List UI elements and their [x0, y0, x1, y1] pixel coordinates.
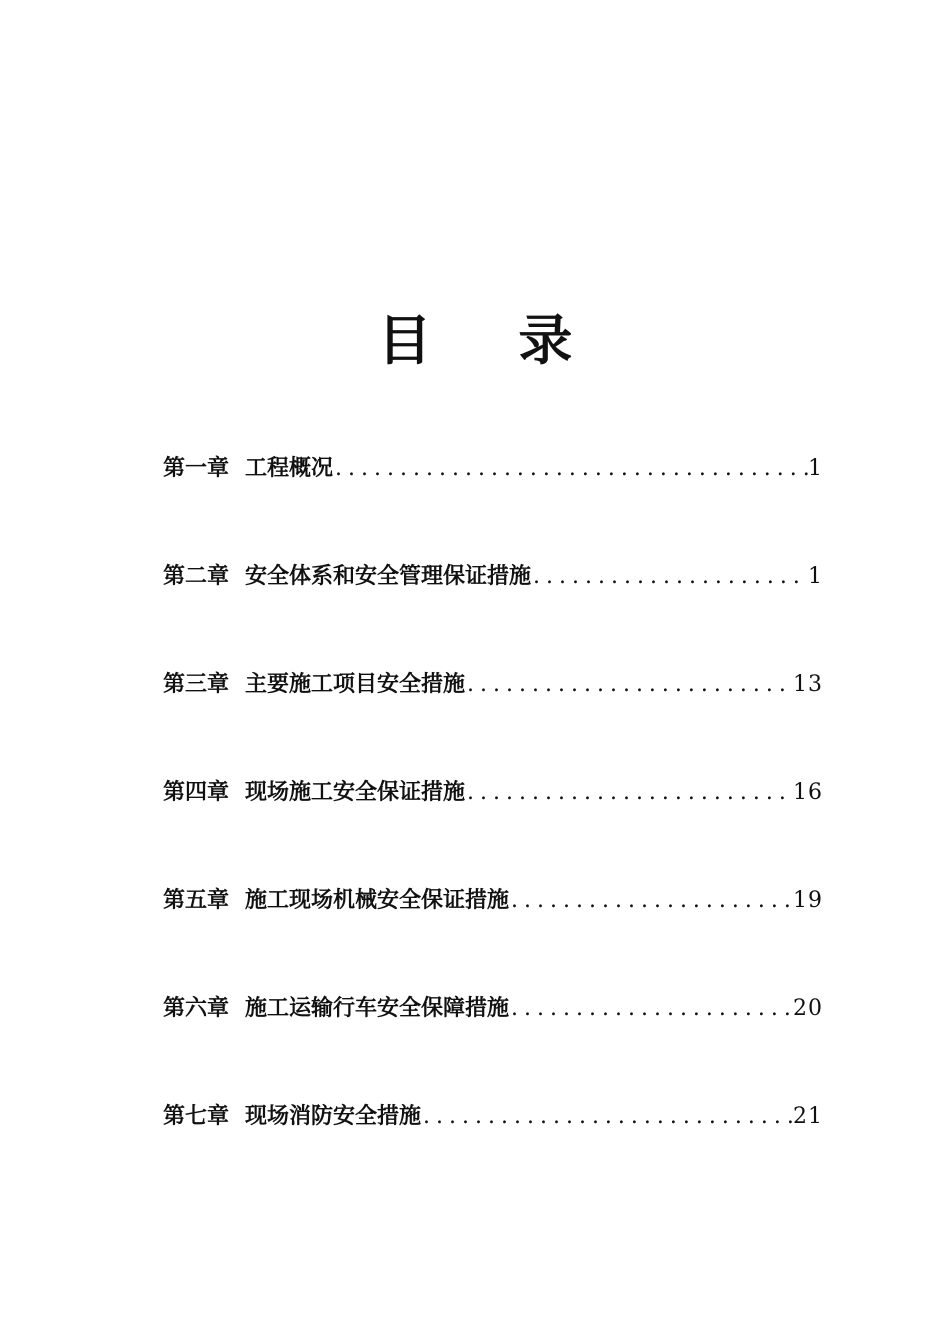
- toc-entry[interactable]: [163, 985, 823, 1093]
- toc-heading: 现场施工安全保证措施: [245, 779, 466, 805]
- toc-chapter-number: 第五章: [163, 887, 230, 913]
- toc-dot-leader: [467, 770, 793, 816]
- toc-chapter-number: 第六章: [163, 995, 230, 1021]
- toc-chapter-number: 第二章: [163, 563, 230, 589]
- toc-page-number: 19: [793, 888, 823, 913]
- toc-dot-leader: [511, 986, 793, 1032]
- toc-heading: 安全体系和安全管理保证措施: [245, 563, 532, 589]
- toc-dot-leader: [335, 446, 808, 492]
- toc-page-number: 1: [808, 456, 823, 481]
- toc-entry[interactable]: [163, 1093, 823, 1201]
- toc-entry[interactable]: [163, 769, 823, 877]
- toc-page-number: 21: [793, 1104, 823, 1129]
- toc-heading: 工程概况: [245, 455, 334, 481]
- toc-page-number: 20: [793, 996, 823, 1021]
- page-title: 目 录: [377, 308, 607, 372]
- toc-entry[interactable]: [163, 445, 823, 553]
- toc-heading: 主要施工项目安全措施: [245, 671, 466, 697]
- toc-entry[interactable]: [163, 553, 823, 661]
- toc-entry[interactable]: [163, 661, 823, 769]
- table-of-contents: [163, 445, 823, 1201]
- toc-heading: 现场消防安全措施: [245, 1103, 422, 1129]
- toc-heading: 施工运输行车安全保障措施: [245, 995, 510, 1021]
- toc-chapter-number: 第七章: [163, 1103, 230, 1129]
- toc-dot-leader: [511, 878, 793, 924]
- toc-chapter-number: 第一章: [163, 455, 230, 481]
- toc-dot-leader: [423, 1094, 793, 1140]
- toc-heading: 施工现场机械安全保证措施: [245, 887, 510, 913]
- toc-chapter-number: 第四章: [163, 779, 230, 805]
- toc-entry[interactable]: [163, 877, 823, 985]
- toc-dot-leader: [467, 662, 793, 708]
- toc-page-number: 13: [793, 672, 823, 697]
- toc-page-number: 1: [808, 564, 823, 589]
- toc-chapter-number: 第三章: [163, 671, 230, 697]
- toc-page-number: 16: [793, 780, 823, 805]
- toc-dot-leader: [533, 554, 808, 600]
